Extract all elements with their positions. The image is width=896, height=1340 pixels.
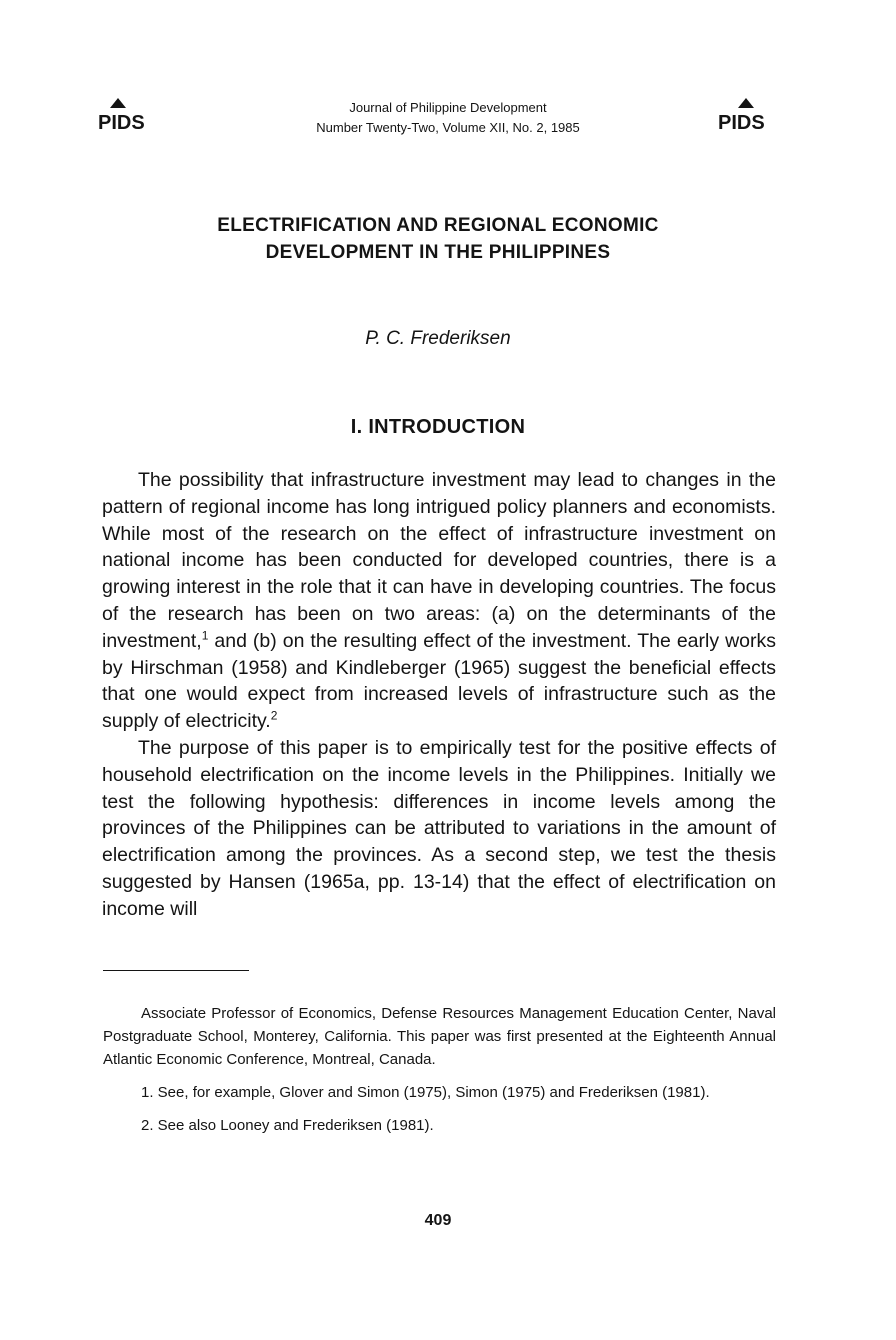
pids-logo-right [716, 96, 786, 136]
footnotes [103, 1002, 776, 1147]
footnote-affiliation: Associate Professor of Economics, Defense Resources Management Education Center, Naval Postgraduate School, Monterey, California. This paper was first presented at the Eighteenth Annual Atlantic Economic Conference, Montreal, Canada. [103, 1005, 776, 1068]
pids-logo-text: PIDS [718, 112, 765, 134]
pids-logo-icon [716, 96, 786, 136]
pids-logo-left [96, 96, 166, 136]
journal-header [180, 98, 716, 138]
journal-name: Journal of Philippine Development [349, 100, 547, 115]
paragraph-1-part-a: The possibility that infrastructure investment may lead to changes in the pattern of regional income has long intrigued policy planners and economists. While most of the research on the effect of infrastructure investment on national income has been conducted for developed countries, there is a growing interest in the role that it can have in developing countries. The focus of the research has been on two areas: (a) on the determinants of the investment, [102, 469, 776, 652]
footnote-1: 1. See, for example, Glover and Simon (1975), Simon (1975) and Frederiksen (1981). [141, 1084, 710, 1101]
author-name: P. C. Frederiksen [365, 328, 511, 349]
title-line-1: ELECTRIFICATION AND REGIONAL ECONOMIC [217, 215, 659, 236]
footnote-ref-1: 1 [201, 628, 209, 643]
section-heading: I. INTRODUCTION [350, 416, 526, 438]
paragraph-2: The purpose of this paper is to empirically test for the positive effects of household electrification on the income levels in the Philippines. Initially we test the following hypothesis: differences in income levels among the provinces of the Philippines can be attributed to variations in the amount of electrification among the provinces. As a second step, we test the thesis suggested by Hansen (1965a, pp. 13-14) that the effect of electrification on income will [102, 736, 776, 920]
footnote-divider [103, 970, 249, 971]
footnote-ref-2: 2 [270, 708, 278, 723]
pids-logo-text: PIDS [98, 112, 145, 134]
body-text [102, 467, 776, 923]
paragraph-1-part-b: and (b) on the resulting effect of the investment. The early works by Hirschman (1958) and Kindleberger (1965) suggest the beneficial effects that one would expect from increased levels of infrastructure such as the supply of electricity. [102, 629, 776, 733]
page-number: 409 [424, 1212, 452, 1229]
footnote-2: 2. See also Looney and Frederiksen (1981). [141, 1117, 434, 1134]
title-line-2: DEVELOPMENT IN THE PHILIPPINES [265, 242, 611, 263]
journal-issue: Number Twenty-Two, Volume XII, No. 2, 1985 [316, 120, 580, 135]
paper-title [100, 212, 776, 266]
pids-logo-icon [96, 96, 166, 136]
paragraph-1 [102, 467, 776, 735]
